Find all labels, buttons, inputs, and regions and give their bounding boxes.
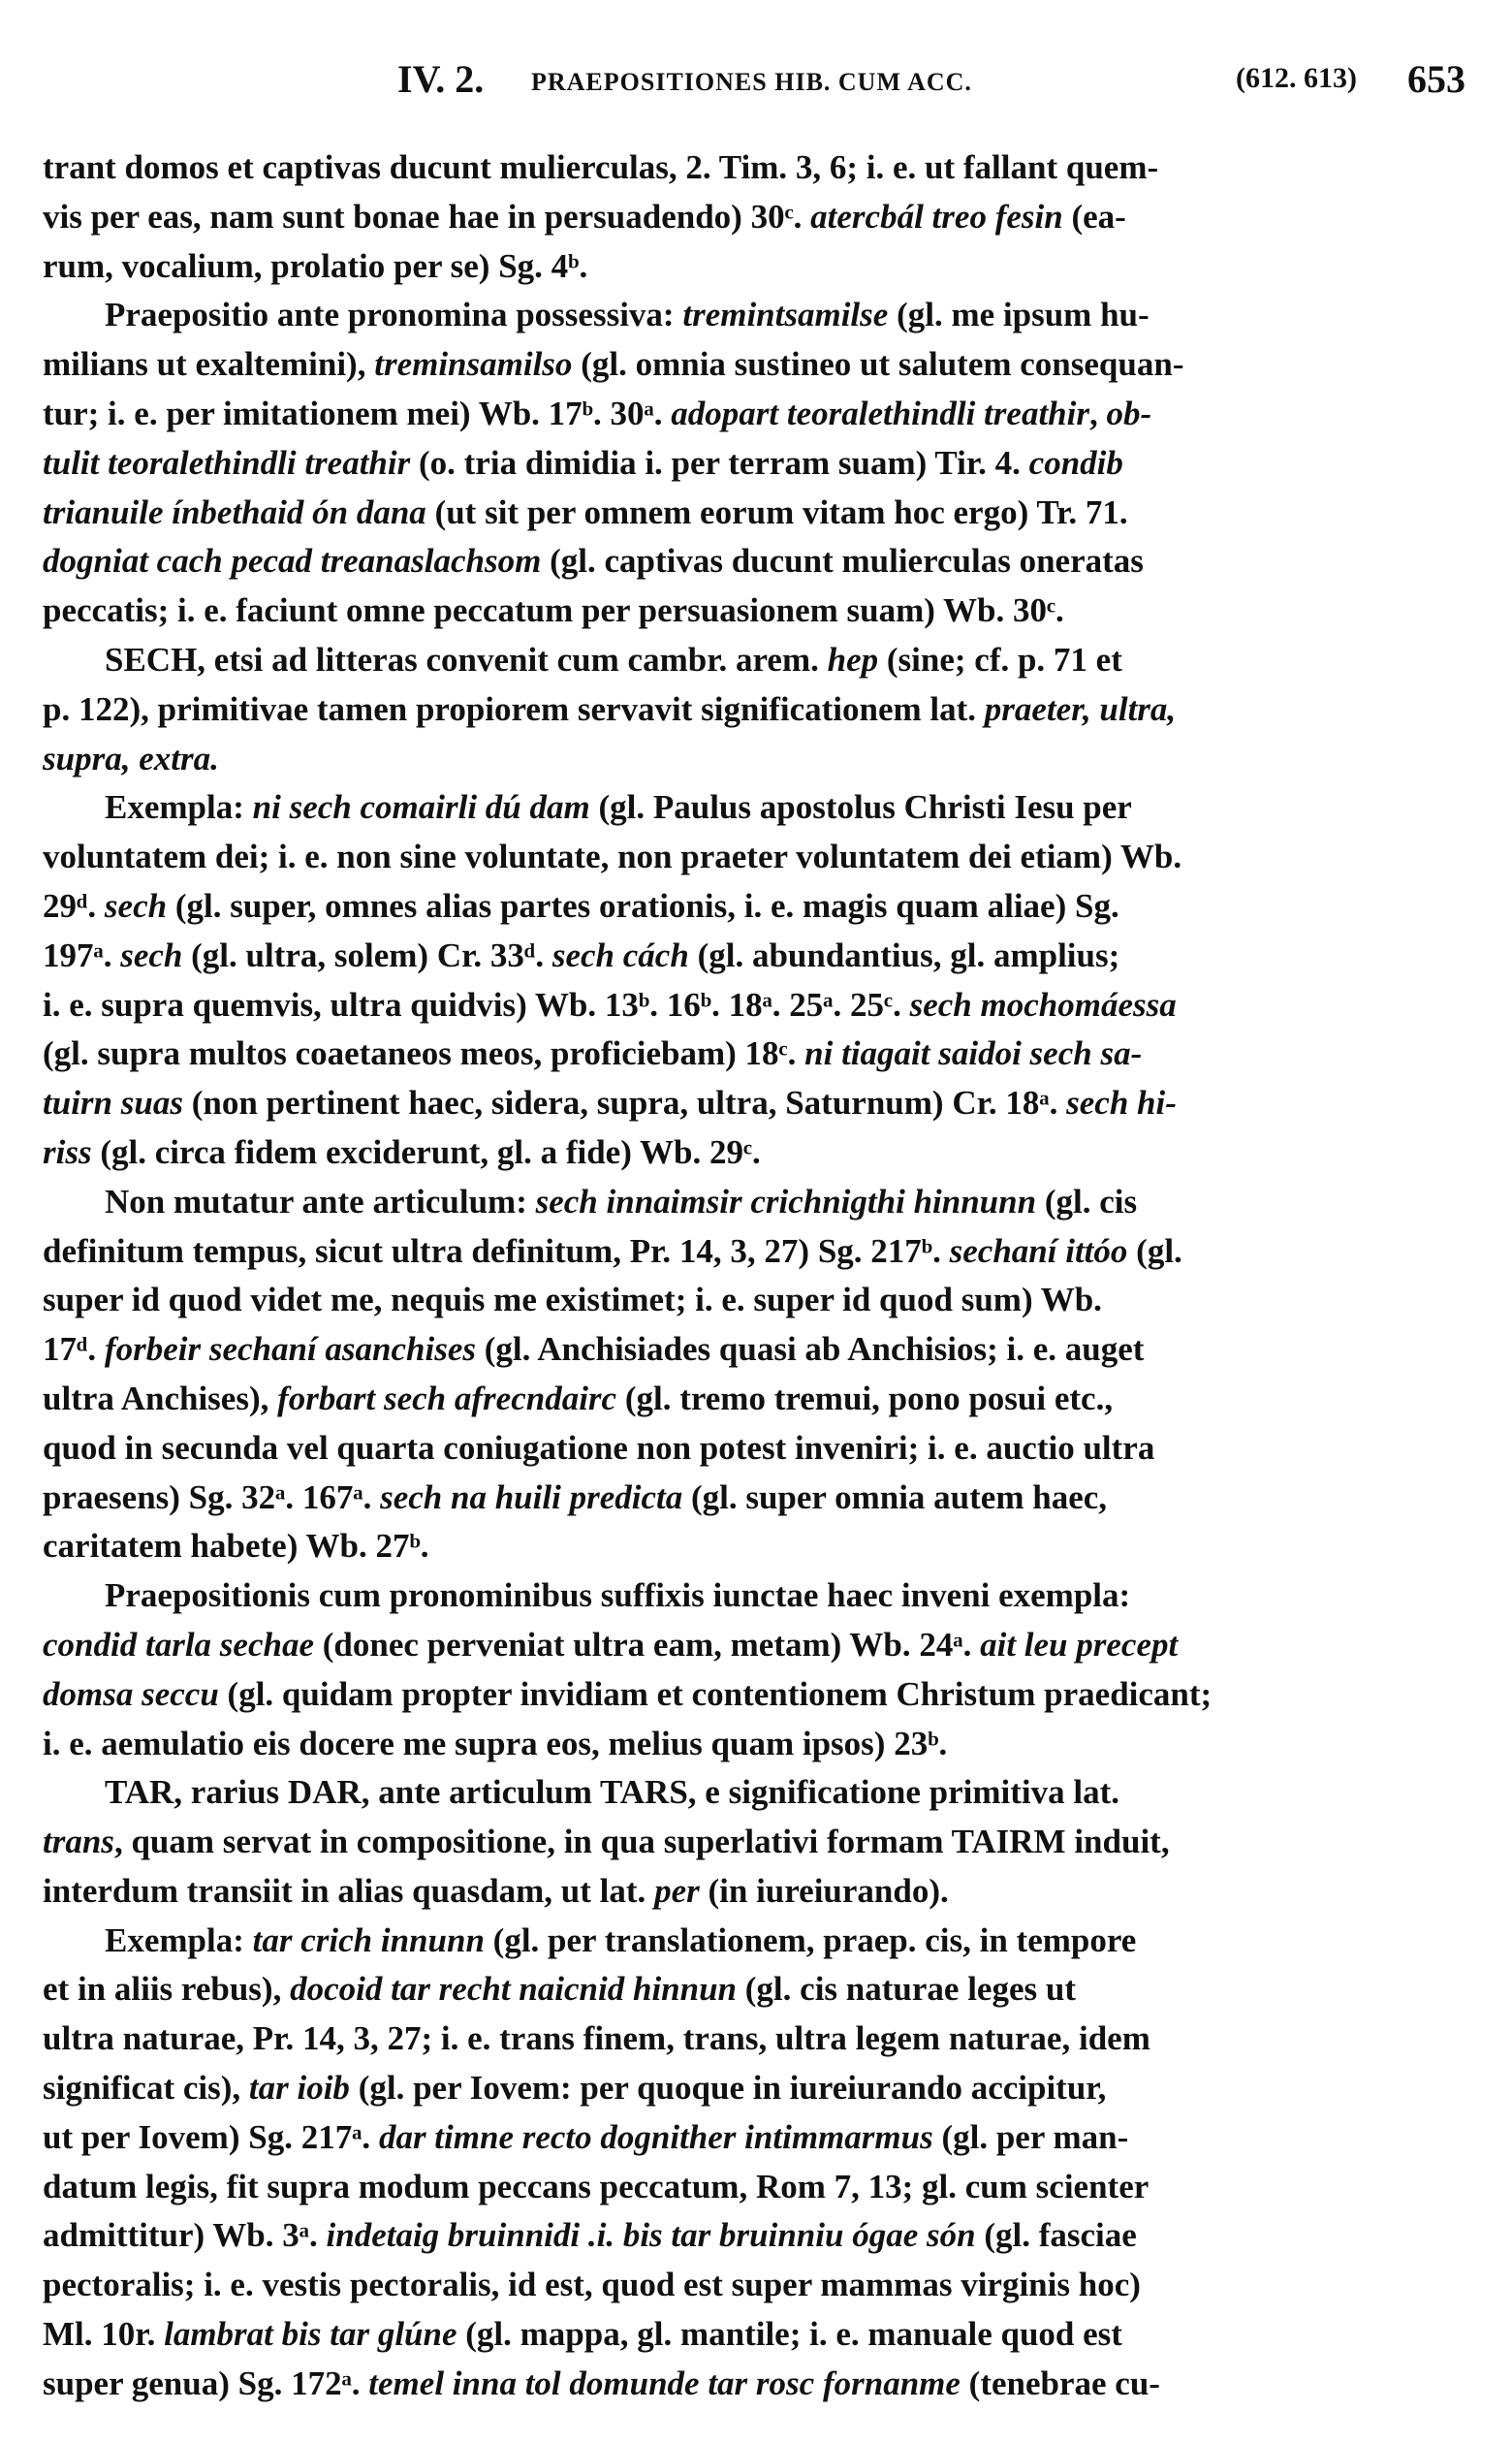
latin-text: 197ᵃ. <box>43 936 121 974</box>
text-line <box>43 439 1465 489</box>
irish-gloss-text: riss <box>43 1132 92 1171</box>
irish-gloss-text: condid tarla sechae <box>43 1625 314 1664</box>
latin-text: (gl. abundantius, gl. amplius; <box>688 936 1120 974</box>
latin-text: (gl. ultra, solem) Cr. 33ᵈ. <box>182 936 552 974</box>
latin-text: Praepositio ante pronomina possessiva: <box>105 296 683 334</box>
latin-text: (ea- <box>1062 197 1126 236</box>
text-line <box>43 833 1465 882</box>
text-line <box>43 143 1465 193</box>
text-line <box>43 2163 1465 2212</box>
irish-gloss-text: tulit teoralethindli treathir <box>43 443 411 482</box>
latin-text: significat cis), <box>43 2069 249 2108</box>
text-line <box>43 291 1465 340</box>
irish-gloss-text: treminsamilso <box>374 345 573 384</box>
irish-gloss-text: adopart teoralethindli treathir <box>671 394 1089 432</box>
latin-text: (gl. omnia sustineo ut salutem consequan- <box>572 345 1184 384</box>
latin-text: (donec perveniat ultra eam, metam) Wb. 24ᵃ. <box>313 1625 981 1664</box>
latin-text: i. e. aemulatio eis docere me supra eos, melius quam ipsos) 23ᵇ. <box>43 1724 948 1762</box>
latin-text: (gl. <box>1127 1231 1182 1270</box>
latin-text: (gl. fasciae <box>975 2216 1137 2255</box>
text-line <box>43 1571 1465 1621</box>
irish-gloss-text: forbart sech afrecndairc <box>277 1379 617 1417</box>
latin-text: , <box>1088 394 1107 432</box>
text-line <box>43 1227 1465 1277</box>
latin-text: tur; i. e. per imitationem mei) Wb. 17ᵇ. 30ᵃ. <box>43 394 672 432</box>
text-line <box>43 1867 1465 1917</box>
latin-text: ut per Iovem) Sg. 217ᵃ. <box>43 2117 379 2156</box>
latin-text: rum, vocalium, prolatio per se) Sg. 4ᵇ. <box>43 246 588 285</box>
text-line <box>43 1768 1465 1818</box>
latin-text: super id quod videt me, nequis me existimet; i. e. super id quod sum) Wb. <box>43 1281 1102 1319</box>
latin-text: (gl. per man- <box>932 2117 1129 2156</box>
irish-gloss-text: sech <box>104 886 168 925</box>
page-body-text <box>43 143 1465 2409</box>
irish-gloss-text: tremintsamilse <box>682 296 889 334</box>
text-line <box>43 537 1465 587</box>
latin-text: pectoralis; i. e. vestis pectoralis, id est, quod est super mammas virginis hoc) <box>43 2266 1141 2304</box>
irish-gloss-text: trans <box>43 1823 114 1861</box>
irish-gloss-text: ob- <box>1106 394 1152 432</box>
text-line <box>43 1178 1465 1227</box>
latin-text: (sine; cf. p. 71 et <box>878 640 1122 679</box>
irish-gloss-text: sech <box>120 936 183 974</box>
text-line <box>43 1720 1465 1769</box>
latin-text: (gl. mappa, gl. mantile; i. e. manuale quod est <box>457 2315 1122 2354</box>
section-number: IV. 2. <box>397 57 485 101</box>
latin-text: i. e. supra quemvis, ultra quidvis) Wb. 13ᵇ. 16ᵇ. 18ᵃ. 25ᵃ. 25ᶜ. <box>43 985 910 1024</box>
latin-text: admittitur) Wb. 3ᵃ. <box>43 2216 327 2255</box>
latin-text: datum legis, fit supra modum peccans peccatum, Rom 7, 13; gl. cum scienter <box>43 2167 1150 2205</box>
text-line <box>43 636 1465 685</box>
text-line <box>43 1474 1465 1523</box>
running-title: PRAEPOSITIONES HIB. CUM ACC. <box>531 68 972 96</box>
latin-text: quod in secunda vel quarta coniugatione non potest inveniri; i. e. auctio ultra <box>43 1428 1155 1467</box>
latin-text: milians ut exaltemini), <box>43 345 375 384</box>
text-line <box>43 587 1465 636</box>
irish-gloss-text: per <box>654 1871 700 1910</box>
irish-gloss-text: sech innaimsir crichnigthi hinnunn <box>535 1182 1037 1221</box>
irish-gloss-text: sech cách <box>551 936 689 974</box>
latin-text: (non pertinent haec, sidera, supra, ultra, Saturnum) Cr. 18ᵃ. <box>182 1084 1067 1123</box>
text-line <box>43 340 1465 390</box>
latin-text: interdum transiit in alias quasdam, ut lat. <box>43 1871 655 1910</box>
text-line <box>43 2211 1465 2261</box>
text-line <box>43 489 1465 538</box>
latin-text: peccatis; i. e. faciunt omne peccatum per persuasionem suam) Wb. 30ᶜ. <box>43 591 1064 630</box>
irish-gloss-text: hep <box>827 640 879 679</box>
text-line <box>43 1818 1465 1867</box>
text-line <box>43 783 1465 833</box>
latin-text: vis per eas, nam sunt bonae hae in persuadendo) 30ᶜ. <box>43 197 811 236</box>
text-line <box>43 1522 1465 1571</box>
latin-text: 29ᵈ. <box>43 886 105 925</box>
latin-text: voluntatem dei; i. e. non sine voluntate, non praeter voluntatem dei etiam) Wb. <box>43 838 1182 876</box>
irish-gloss-text: lambrat bis tar glúne <box>164 2315 457 2354</box>
irish-gloss-text: tar ioib <box>248 2069 350 2108</box>
latin-text: TAR, rarius DAR, ante articulum TARS, e significatione primitiva lat. <box>105 1773 1120 1812</box>
latin-text: (gl. super, omnes alias partes orationis, i. e. magis quam aliae) Sg. <box>167 886 1119 925</box>
irish-gloss-text: sechaní ittóo <box>949 1231 1128 1270</box>
text-line <box>43 2015 1465 2064</box>
irish-gloss-text: docoid tar recht naicnid hinnun <box>290 1970 738 2009</box>
latin-text: ultra Anchises), <box>43 1379 278 1417</box>
latin-text: p. 122), primitivae tamen propiorem servavit significationem lat. <box>43 689 985 728</box>
text-line <box>43 932 1465 981</box>
text-line <box>43 2310 1465 2360</box>
latin-text: (gl. quidam propter invidiam et contentionem Christum praedicant; <box>218 1674 1213 1713</box>
irish-gloss-text: ni sech comairli dú dam <box>252 788 590 827</box>
text-line <box>43 242 1465 292</box>
text-line <box>43 1276 1465 1325</box>
latin-text: ultra naturae, Pr. 14, 3, 27; i. e. trans finem, trans, ultra legem naturae, idem <box>43 2019 1150 2058</box>
text-line <box>43 735 1465 784</box>
latin-text: SECH, etsi ad litteras convenit cum cambr. arem. <box>105 640 828 679</box>
latin-text: (in iureiurando). <box>699 1871 949 1910</box>
latin-text: (gl. per translationem, praep. cis, in tempore <box>484 1920 1137 1959</box>
latin-text: (gl. Paulus apostolus Christi Iesu per <box>589 788 1132 827</box>
text-line <box>43 1424 1465 1474</box>
irish-gloss-text: temel inna tol domunde tar rosc fornanme <box>368 2364 961 2402</box>
irish-gloss-text: praeter, ultra, <box>984 689 1177 728</box>
latin-text: praesens) Sg. 32ᵃ. 167ᵃ. <box>43 1477 381 1516</box>
latin-text: (ut sit per omnem eorum vitam hoc ergo) Tr. 71. <box>425 492 1128 531</box>
latin-text: (gl. cis <box>1036 1182 1138 1221</box>
latin-text: (tenebrae cu- <box>960 2364 1160 2402</box>
irish-gloss-text: indetaig bruinnidi .i. bis tar bruinniu ógae són <box>326 2216 976 2255</box>
latin-text: (gl. captivas ducunt mulierculas oneratas <box>541 542 1144 581</box>
latin-text: 17ᵈ. <box>43 1330 105 1369</box>
text-line <box>43 1325 1465 1375</box>
latin-text: (gl. me ipsum hu- <box>888 296 1150 334</box>
text-line <box>43 981 1465 1031</box>
latin-text: (gl. circa fidem exciderunt, gl. a fide) Wb. 29ᶜ. <box>91 1132 761 1171</box>
text-line <box>43 2360 1465 2409</box>
latin-text: Ml. 10r. <box>43 2315 165 2354</box>
latin-text: caritatem habete) Wb. 27ᵇ. <box>43 1527 429 1566</box>
latin-text: super genua) Sg. 172ᵃ. <box>43 2364 369 2402</box>
irish-gloss-text: dar timne recto dognither intimmarmus <box>378 2117 933 2156</box>
text-line <box>43 2113 1465 2163</box>
text-line <box>43 193 1465 242</box>
text-line <box>43 1128 1465 1178</box>
text-line <box>43 2064 1465 2113</box>
irish-gloss-text: tar crich innunn <box>252 1920 485 1959</box>
text-line <box>43 1030 1465 1079</box>
latin-text: Praepositionis cum pronominibus suffixis iunctae haec inveni exempla: <box>105 1576 1131 1615</box>
column-reference: (612. 613) <box>1236 62 1357 94</box>
text-line <box>43 882 1465 932</box>
irish-gloss-text: domsa seccu <box>43 1674 219 1713</box>
latin-text: (gl. per Iovem: per quoque in iureiurando accipitur, <box>349 2069 1107 2108</box>
irish-gloss-text: supra, extra. <box>43 739 219 777</box>
irish-gloss-text: tuirn suas <box>43 1084 183 1123</box>
irish-gloss-text: forbeir sechaní asanchises <box>104 1330 477 1369</box>
latin-text: (gl. tremo tremui, pono posui etc., <box>616 1379 1114 1417</box>
irish-gloss-text: sech na huili predicta <box>380 1477 683 1516</box>
text-line <box>43 2261 1465 2310</box>
irish-gloss-text: dogniat cach pecad treanaslachsom <box>43 542 542 581</box>
running-header <box>0 56 1512 105</box>
text-line <box>43 1375 1465 1424</box>
latin-text: (gl. Anchisiades quasi ab Anchisios; i. e. auget <box>476 1330 1145 1369</box>
irish-gloss-text: atercbál treo fesin <box>810 197 1063 236</box>
latin-text: (o. tria dimidia i. per terram suam) Tir. 4. <box>410 443 1029 482</box>
text-line <box>43 1670 1465 1720</box>
page-number: 653 <box>1407 57 1465 101</box>
latin-text: Non mutatur ante articulum: <box>105 1182 536 1221</box>
text-line <box>43 1965 1465 2015</box>
latin-text: et in aliis rebus), <box>43 1970 291 2009</box>
irish-gloss-text: sech hi- <box>1066 1084 1177 1123</box>
latin-text: Exempla: <box>105 1920 253 1959</box>
irish-gloss-text: sech mochomáessa <box>909 985 1177 1024</box>
irish-gloss-text: condib <box>1028 443 1123 482</box>
latin-text: trant domos et captivas ducunt mulierculas, 2. Tim. 3, 6; i. e. ut fallant quem- <box>43 148 1159 186</box>
irish-gloss-text: ait leu precept <box>980 1625 1179 1664</box>
irish-gloss-text: ni tiagait saidoi sech sa- <box>804 1034 1143 1073</box>
irish-gloss-text: trianuile ínbethaid ón dana <box>43 492 426 531</box>
latin-text: (gl. super omnia autem haec, <box>682 1477 1108 1516</box>
text-line <box>43 390 1465 439</box>
latin-text: , quam servat in compositione, in qua superlativi formam TAIRM induit, <box>113 1823 1170 1861</box>
text-line <box>43 1079 1465 1128</box>
latin-text: (gl. cis naturae leges ut <box>737 1970 1076 2009</box>
text-line <box>43 1621 1465 1670</box>
latin-text: definitum tempus, sicut ultra definitum, Pr. 14, 3, 27) Sg. 217ᵇ. <box>43 1231 950 1270</box>
text-line <box>43 1917 1465 1966</box>
text-line <box>43 685 1465 735</box>
latin-text: (gl. supra multos coaetaneos meos, proficiebam) 18ᶜ. <box>43 1034 805 1073</box>
latin-text: Exempla: <box>105 788 253 827</box>
